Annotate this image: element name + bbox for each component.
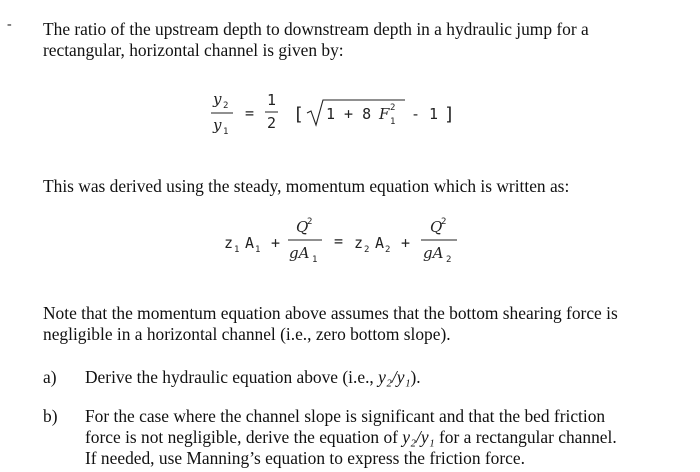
eq1-sqrt-content: 1 + 8 xyxy=(326,105,372,123)
eq2-plus-2: + xyxy=(401,234,411,252)
intro-paragraph: The ratio of the upstream depth to downstream depth in a hydraulic jump for a rectangular, horizontal channel is given by: xyxy=(43,19,589,60)
eq2-A1-sub: 1 xyxy=(255,245,261,255)
eq1-half-denominator: 2 xyxy=(267,114,277,132)
eq2-Q-num-2: Q xyxy=(430,218,443,236)
eq2-Q-sup-1: 2 xyxy=(307,217,313,227)
eq1-lhs-denominator: y xyxy=(213,116,222,134)
note-paragraph: Note that the momentum equation above assumes that the bottom shearing force is negligible in a horizontal channel (i.e., zero bottom slope). xyxy=(43,303,618,344)
margin-mark: - xyxy=(7,17,12,32)
item-b-line-3: If needed, use Manning’s equation to express the friction force. xyxy=(85,448,525,468)
eq1-right-bracket: ] xyxy=(444,104,455,125)
eq2-plus-1: + xyxy=(271,234,281,252)
eq1-lhs-numerator: y xyxy=(213,90,222,108)
eq2-z2-sub: 2 xyxy=(364,245,370,255)
eq1-lhs-denominator-sub: 1 xyxy=(223,127,229,137)
eq1-half-numerator: 1 xyxy=(267,91,277,109)
item-b-line-2-before: force is not negligible, derive the equation of xyxy=(85,427,403,447)
eq1-equals-sign: = xyxy=(245,104,255,122)
item-b-line-1: For the case where the channel slope is significant and that the bed friction xyxy=(85,406,606,426)
eq2-A2-sub: 2 xyxy=(385,245,391,255)
eq1-lhs-numerator-sub: 2 xyxy=(223,101,229,111)
eq1-froude-sup: 2 xyxy=(390,103,396,113)
eq2-gA-sub-1: 1 xyxy=(312,255,318,265)
item-b-line-2-after: for a rectangular channel. xyxy=(434,427,617,447)
eq1-left-bracket: [ xyxy=(293,104,304,125)
momentum-intro-paragraph: This was derived using the steady, momentum equation which is written as: xyxy=(43,176,570,196)
eq2-Q-sup-2: 2 xyxy=(441,217,447,227)
eq2-z2: z xyxy=(354,234,364,252)
eq1-minus-one: - 1 xyxy=(411,105,439,123)
eq2-gA-2: gA xyxy=(423,244,444,262)
item-a-text xyxy=(85,367,665,388)
eq2-A2: A xyxy=(375,234,385,252)
eq2-A1: A xyxy=(245,234,255,252)
eq2-gA-sub-2: 2 xyxy=(446,255,452,265)
hydraulic-jump-equation xyxy=(207,86,467,146)
momentum-equation xyxy=(224,212,474,276)
item-a-ratio: y₂/y₁ xyxy=(378,367,411,387)
eq1-froude-symbol: F xyxy=(379,105,390,123)
item-a-marker: a) xyxy=(43,367,57,387)
eq2-equals-sign: = xyxy=(334,232,344,250)
eq2-z1: z xyxy=(224,234,234,252)
item-a-text-before: Derive the hydraulic equation above (i.e., xyxy=(85,367,379,387)
item-b-text xyxy=(85,406,665,469)
item-b-marker: b) xyxy=(43,406,58,426)
eq2-Q-num-1: Q xyxy=(296,218,309,236)
item-b-ratio: y₂/y₁ xyxy=(402,427,435,447)
eq2-z1-sub: 1 xyxy=(234,245,240,255)
item-a-text-after: ). xyxy=(410,367,421,387)
eq2-gA-1: gA xyxy=(289,244,310,262)
eq1-froude-sub: 1 xyxy=(390,117,396,127)
